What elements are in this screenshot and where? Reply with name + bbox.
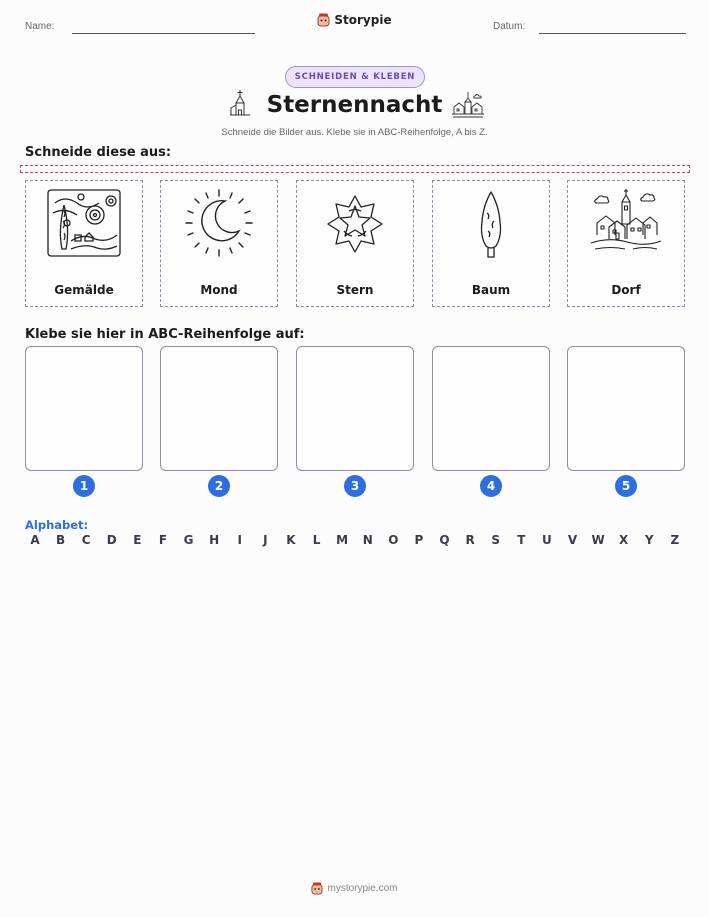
paste-slot-2[interactable]	[160, 346, 278, 471]
cut-card-mond[interactable]	[160, 180, 278, 307]
alphabet-row	[25, 533, 685, 547]
alphabet-letter: L	[312, 533, 321, 547]
alphabet-letter: O	[388, 533, 399, 547]
town-icon	[451, 90, 485, 120]
alphabet-letter: W	[591, 533, 605, 547]
storypie-logo-icon	[317, 13, 330, 27]
alphabet-letter: B	[56, 533, 66, 547]
alphabet-letter: A	[30, 533, 40, 547]
alphabet-letter: I	[237, 533, 242, 547]
alphabet-letter: P	[414, 533, 424, 547]
paste-slot-5[interactable]	[567, 346, 685, 471]
alphabet-letter: Z	[670, 533, 680, 547]
cut-card-stern[interactable]	[296, 180, 414, 307]
card-label: Baum	[471, 283, 511, 297]
cut-line	[20, 165, 690, 173]
page-title: Sternennacht	[266, 92, 443, 118]
alphabet-letter: D	[106, 533, 117, 547]
alphabet-letter: N	[362, 533, 373, 547]
paste-heading: Klebe sie hier in ABC-Reihenfolge auf:	[25, 327, 305, 342]
card-label: Gemälde	[54, 283, 114, 297]
alphabet-letter: R	[465, 533, 475, 547]
slot-number-badge: 3	[344, 475, 366, 497]
alphabet-letter: U	[542, 533, 552, 547]
date-label: Datum:	[493, 21, 526, 32]
moon-icon	[180, 187, 258, 259]
alphabet-letter: V	[567, 533, 578, 547]
cut-card-gemaelde[interactable]	[25, 180, 143, 307]
alphabet-letter: K	[286, 533, 296, 547]
paste-slot-1[interactable]	[25, 346, 143, 471]
alphabet-letter: M	[336, 533, 349, 547]
slot-number-badge: 5	[615, 475, 637, 497]
brand-logo	[0, 13, 709, 30]
cut-card-dorf[interactable]	[567, 180, 685, 307]
card-label: Stern	[336, 283, 374, 297]
alphabet-letter: S	[491, 533, 501, 547]
alphabet-letter: Y	[644, 533, 654, 547]
cut-heading: Schneide diese aus:	[25, 145, 172, 160]
date-line[interactable]	[539, 33, 686, 34]
alphabet-letter: X	[619, 533, 629, 547]
village-icon	[587, 187, 665, 259]
activity-badge: SCHNEIDEN & KLEBEN	[285, 66, 425, 88]
name-label: Name:	[25, 21, 55, 32]
alphabet-letter: Q	[439, 533, 450, 547]
alphabet-letter: C	[81, 533, 91, 547]
star-icon	[316, 187, 394, 259]
alphabet-heading: Alphabet:	[25, 518, 89, 532]
footer-url[interactable]: mystorypie.com	[327, 883, 398, 894]
brand-name: Storypie	[334, 13, 392, 27]
name-line[interactable]	[72, 33, 255, 34]
slot-number-badge: 1	[73, 475, 95, 497]
cut-card-baum[interactable]	[432, 180, 550, 307]
alphabet-letter: J	[263, 533, 268, 547]
alphabet-letter: E	[133, 533, 142, 547]
slot-number-badge: 2	[208, 475, 230, 497]
storypie-logo-icon	[311, 882, 323, 895]
alphabet-letter: F	[158, 533, 168, 547]
footer	[0, 882, 709, 898]
paste-slot-4[interactable]	[432, 346, 550, 471]
card-label: Dorf	[611, 283, 641, 297]
card-label: Mond	[200, 283, 238, 297]
instructions: Schneide die Bilder aus. Klebe sie in ABC-Reihenfolge, A bis Z.	[221, 127, 488, 138]
alphabet-letter: T	[517, 533, 526, 547]
slot-number-badge: 4	[480, 475, 502, 497]
paste-slot-3[interactable]	[296, 346, 414, 471]
painting-icon	[45, 187, 123, 259]
tree-icon	[452, 187, 530, 259]
alphabet-letter: H	[209, 533, 220, 547]
alphabet-letter: G	[183, 533, 194, 547]
